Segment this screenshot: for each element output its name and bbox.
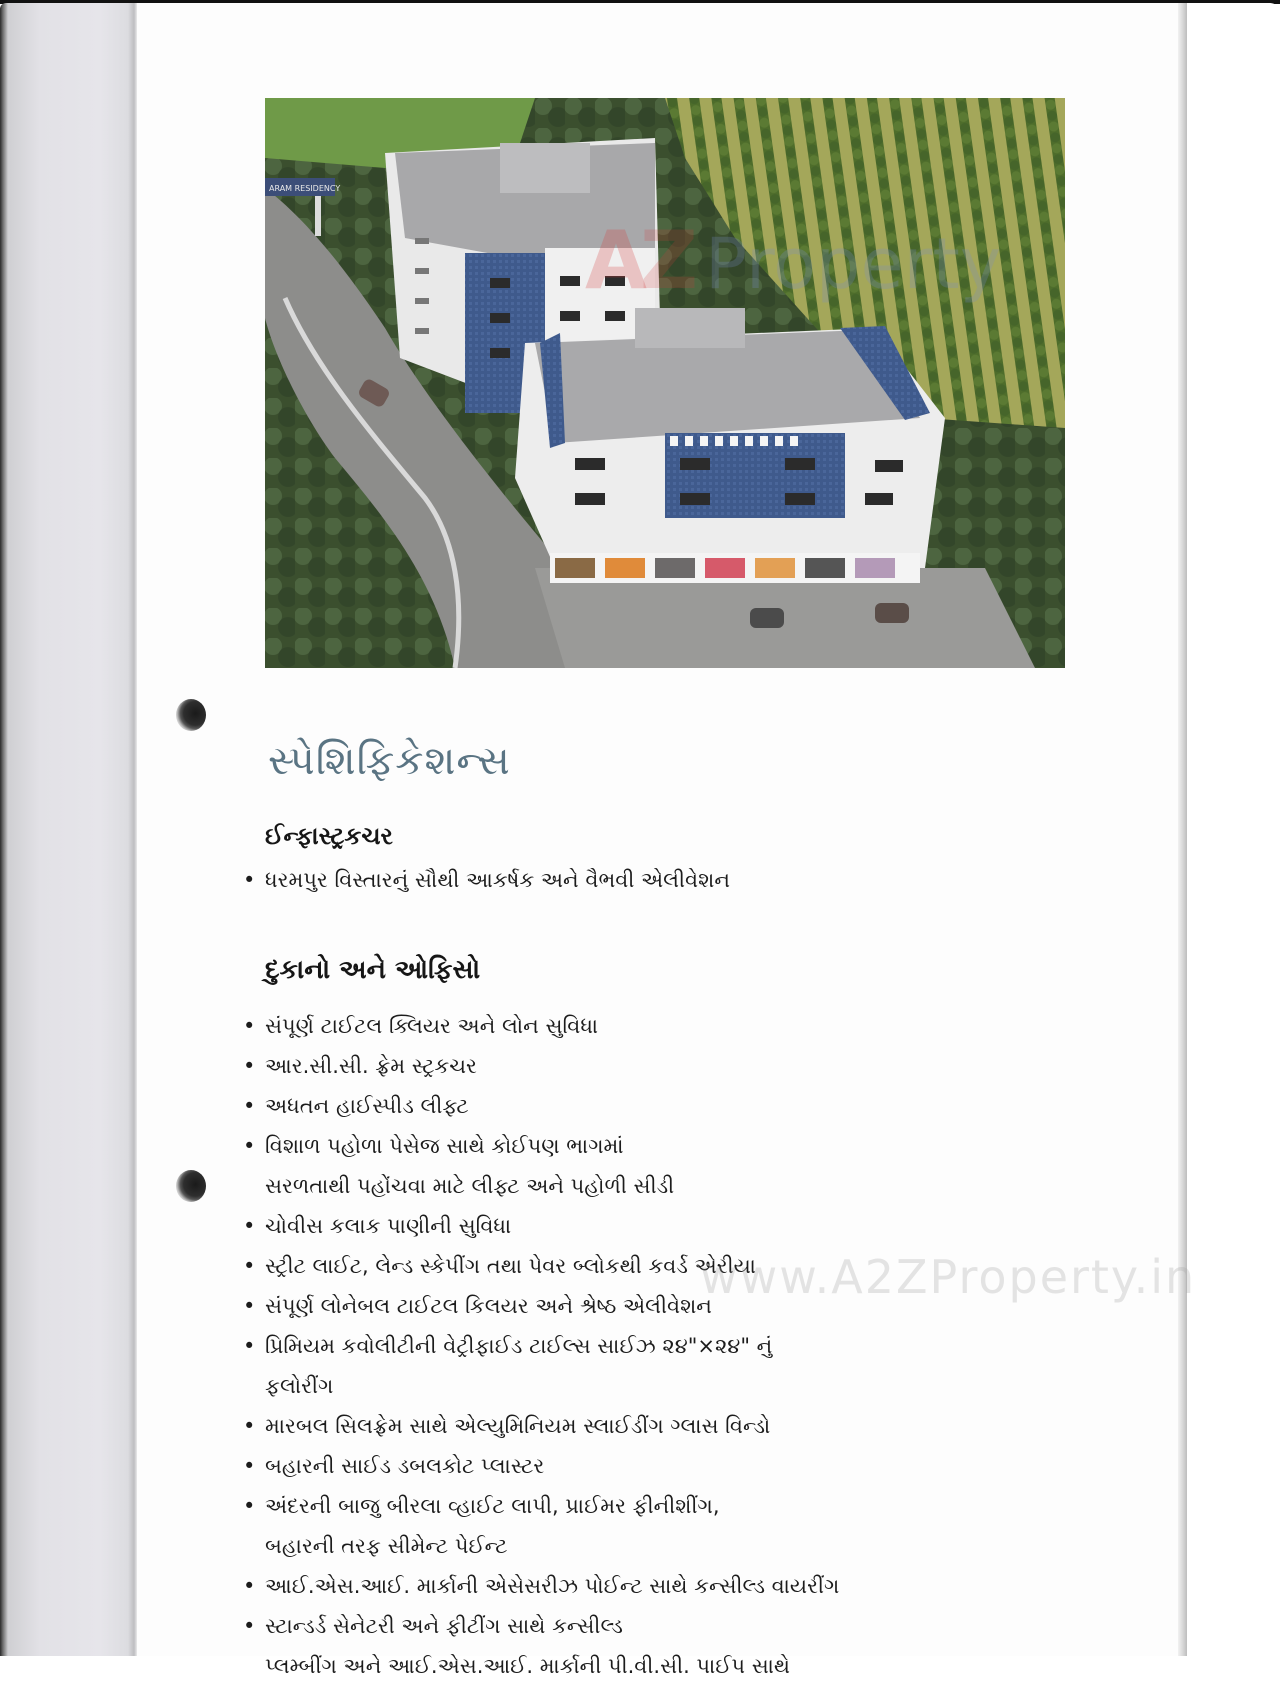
list-item: • બહારની સાઈડ ડબલકોટ પ્લાસ્ટર (243, 1446, 839, 1486)
list-item: • પ્રિમિયમ કવોલીટીની વેટ્રીફાઈડ ટાઈલ્સ સાઈઝ ૨૪"×૨૪" નું ફલોરીંગ (243, 1326, 839, 1406)
list-item: • સ્ટ્રીટ લાઈટ, લેન્ડ સ્કેપીંગ તથા પેવર બ્લોકથી કવર્ડ એરીયા (243, 1246, 839, 1286)
list-item: • ધરમપુર વિસ્તારનું સૌથી આકર્ષક અને વૈભવી એલીવેશન (243, 860, 730, 900)
list-item: • સ્ટાન્ડર્ડ સેનેટરી અને ફીટીંગ સાથે કન્સીલ્ડ પ્લમ્બીંગ અને આઈ.એસ.આઈ. માર્કાની પી.વી.સી. પાઈપ સાથે (243, 1606, 839, 1686)
scanner-left-margin (0, 3, 137, 1656)
punch-hole-icon (176, 1170, 206, 1202)
svg-text:Property: Property (705, 223, 1002, 305)
shops-offices-list (243, 1006, 839, 1686)
svg-text:ARAM RESIDENCY: ARAM RESIDENCY (269, 184, 341, 193)
section-heading-shops-offices: દુકાનો અને ઓફિસો (265, 955, 481, 985)
svg-text:A: A (585, 214, 647, 307)
list-item: • અધતન હાઈસ્પીડ લીફ્ટ (243, 1086, 839, 1126)
list-item: • અંદરની બાજુ બીરલા વ્હાઈટ લાપી, પ્રાઈમર ફીનીશીંગ, બહારની તરફ સીમેન્ટ પેઈન્ટ (243, 1486, 839, 1566)
list-item: • વિશાળ પહોળા પેસેજ સાથે કોઈપણ ભાગમાં સરળતાથી પહોંચવા માટે લીફ્ટ અને પહોળી સીડી (243, 1126, 839, 1206)
page-title: સ્પેશિફિકેશન્સ (268, 738, 511, 784)
building-aerial-photo (265, 98, 1065, 668)
infrastructure-list (243, 860, 730, 900)
list-item: • આઈ.એસ.આઈ. માર્કાની એસેસરીઝ પોઈન્ટ સાથે કન્સીલ્ડ વાયરીંગ (243, 1566, 839, 1606)
section-heading-infrastructure: ઈન્ફાસ્ટ્રકચર (265, 822, 393, 850)
list-item: • સંપૂર્ણ લોનેબલ ટાઈટલ કિલયર અને શ્રેષ્ઠ એલીવેશન (243, 1286, 839, 1326)
list-item: • આર.સી.સી. ફ્રેમ સ્ટ્રકચર (243, 1046, 839, 1086)
list-item: • મારબલ સિલફ્રેમ સાથે એલ્યુમિનિયમ સ્લાઈડીંગ ગ્લાસ વિન્ડો (243, 1406, 839, 1446)
scanner-right-margin (1187, 3, 1280, 1656)
watermark: www.A2ZProperty.in (700, 1250, 1197, 1304)
punch-hole-icon (176, 699, 206, 731)
page-edge-shadow (1178, 3, 1187, 1656)
svg-text:Z: Z (640, 214, 699, 307)
list-item: • સંપૂર્ણ ટાઈટલ ક્લિયર અને લોન સુવિધા (243, 1006, 839, 1046)
list-item: • ચોવીસ કલાક પાણીની સુવિધા (243, 1206, 839, 1246)
